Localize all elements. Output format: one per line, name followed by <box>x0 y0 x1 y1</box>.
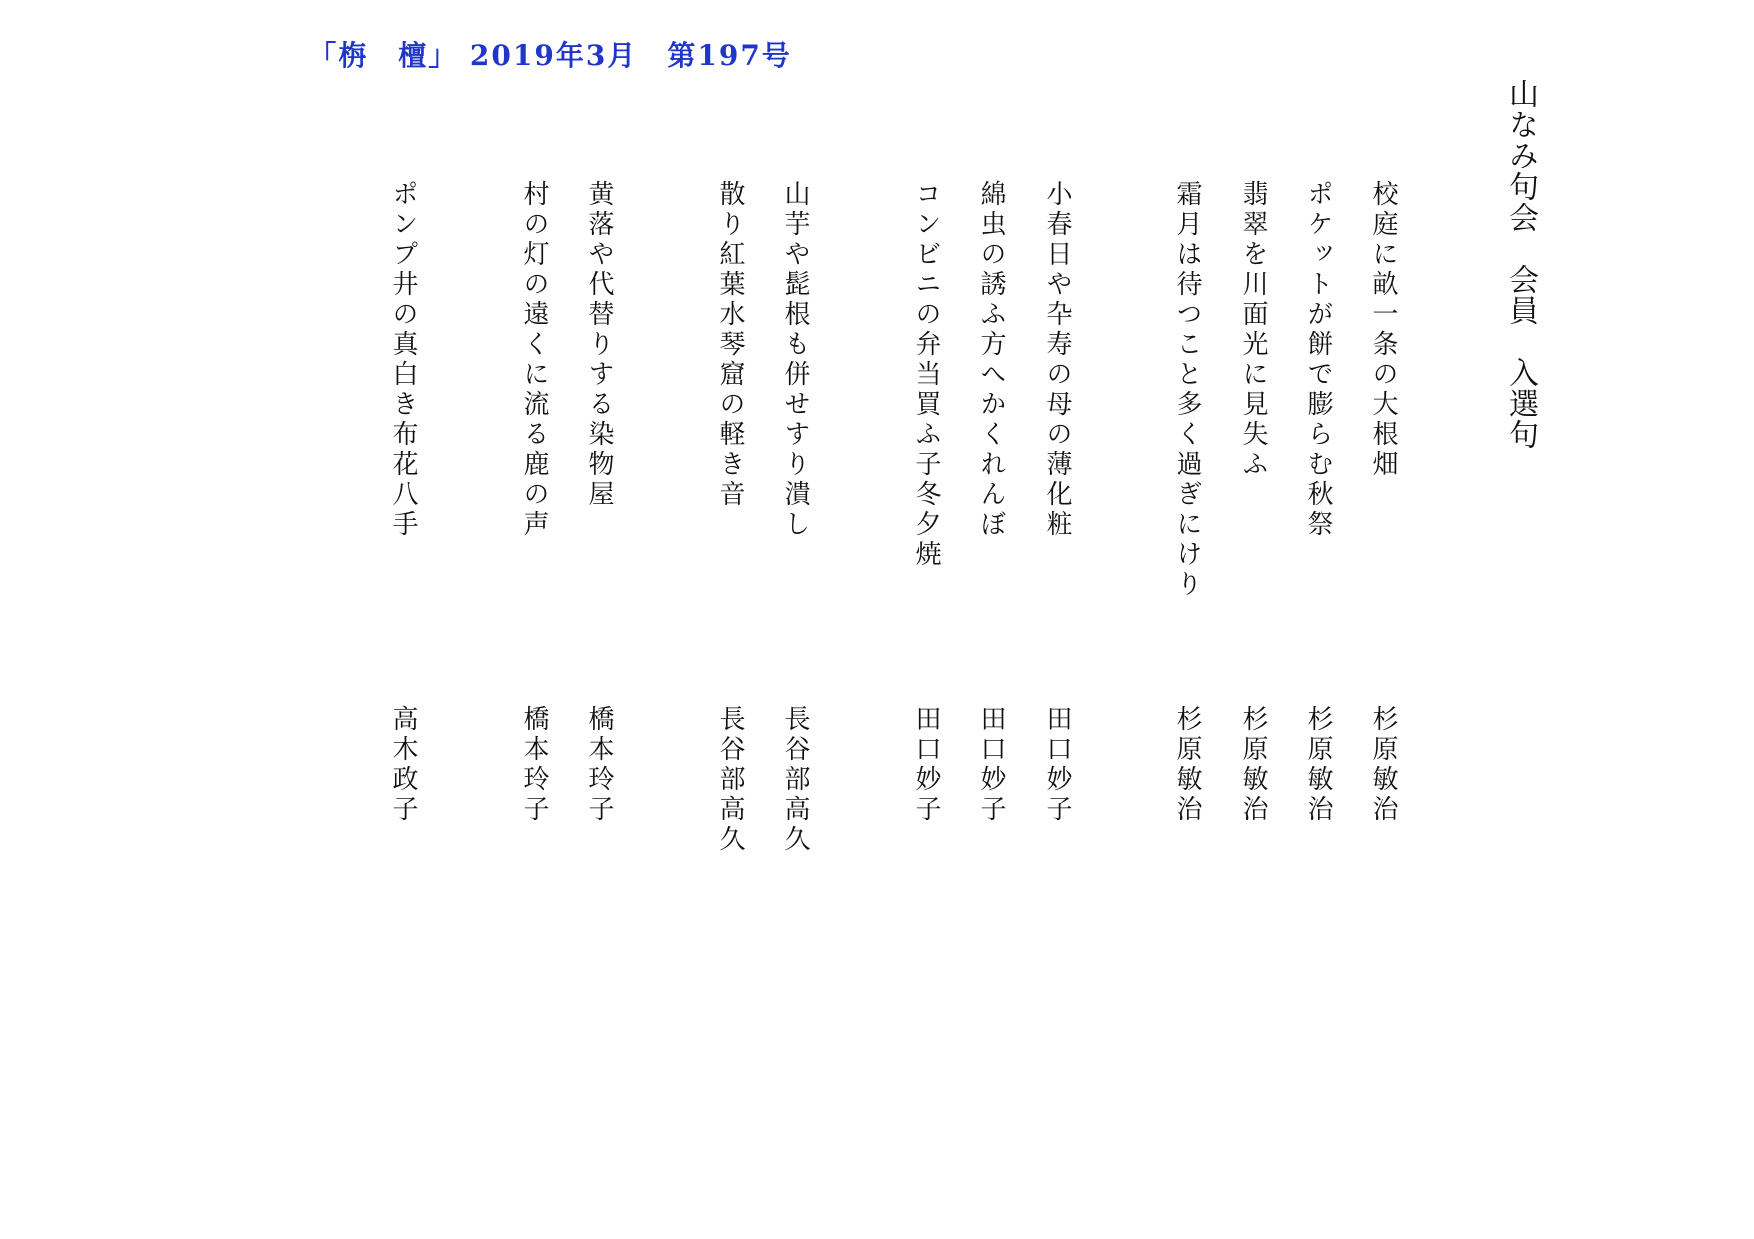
haiku-author: 橋本玲子 <box>584 705 614 825</box>
haiku-author: 杉原敏治 <box>1368 705 1398 825</box>
haiku-line: 村の灯の遠くに流る鹿の声 <box>519 180 549 540</box>
haiku-line: 校庭に畝一条の大根畑 <box>1368 180 1398 480</box>
haiku-line: 霜月は待つこと多く過ぎにけり <box>1172 180 1202 600</box>
haiku-author: 田口妙子 <box>911 705 941 825</box>
haiku-author: 田口妙子 <box>1042 705 1072 825</box>
haiku-author: 田口妙子 <box>976 705 1006 825</box>
haiku-line: コンビニの弁当買ふ子冬夕焼 <box>911 180 941 570</box>
haiku-author: 長谷部高久 <box>715 705 745 855</box>
haiku-line: 翡翠を川面光に見失ふ <box>1238 180 1268 480</box>
haiku-author: 杉原敏治 <box>1238 705 1268 825</box>
haiku-line: 山芋や髭根も併せすり潰し <box>780 180 810 540</box>
haiku-line: 黄落や代替りする染物屋 <box>584 180 614 510</box>
haiku-author: 杉原敏治 <box>1303 705 1333 825</box>
newsletter-header: 「栴 檀」 2019年3月 第197号 <box>308 39 792 72</box>
haiku-author: 長谷部高久 <box>780 705 810 855</box>
haiku-line: ポンプ井の真白き布花八手 <box>388 180 418 540</box>
haiku-line: 小春日や卆寿の母の薄化粧 <box>1042 180 1072 540</box>
section-title: 山なみ句会 会員 入選句 <box>1503 78 1538 450</box>
haiku-author: 高木政子 <box>388 705 418 825</box>
haiku-line: 散り紅葉水琴窟の軽き音 <box>715 180 745 510</box>
haiku-author: 橋本玲子 <box>519 705 549 825</box>
haiku-line: 綿虫の誘ふ方へかくれんぼ <box>976 180 1006 540</box>
haiku-line: ポケットが餅で膨らむ秋祭 <box>1303 180 1333 540</box>
haiku-author: 杉原敏治 <box>1172 705 1202 825</box>
